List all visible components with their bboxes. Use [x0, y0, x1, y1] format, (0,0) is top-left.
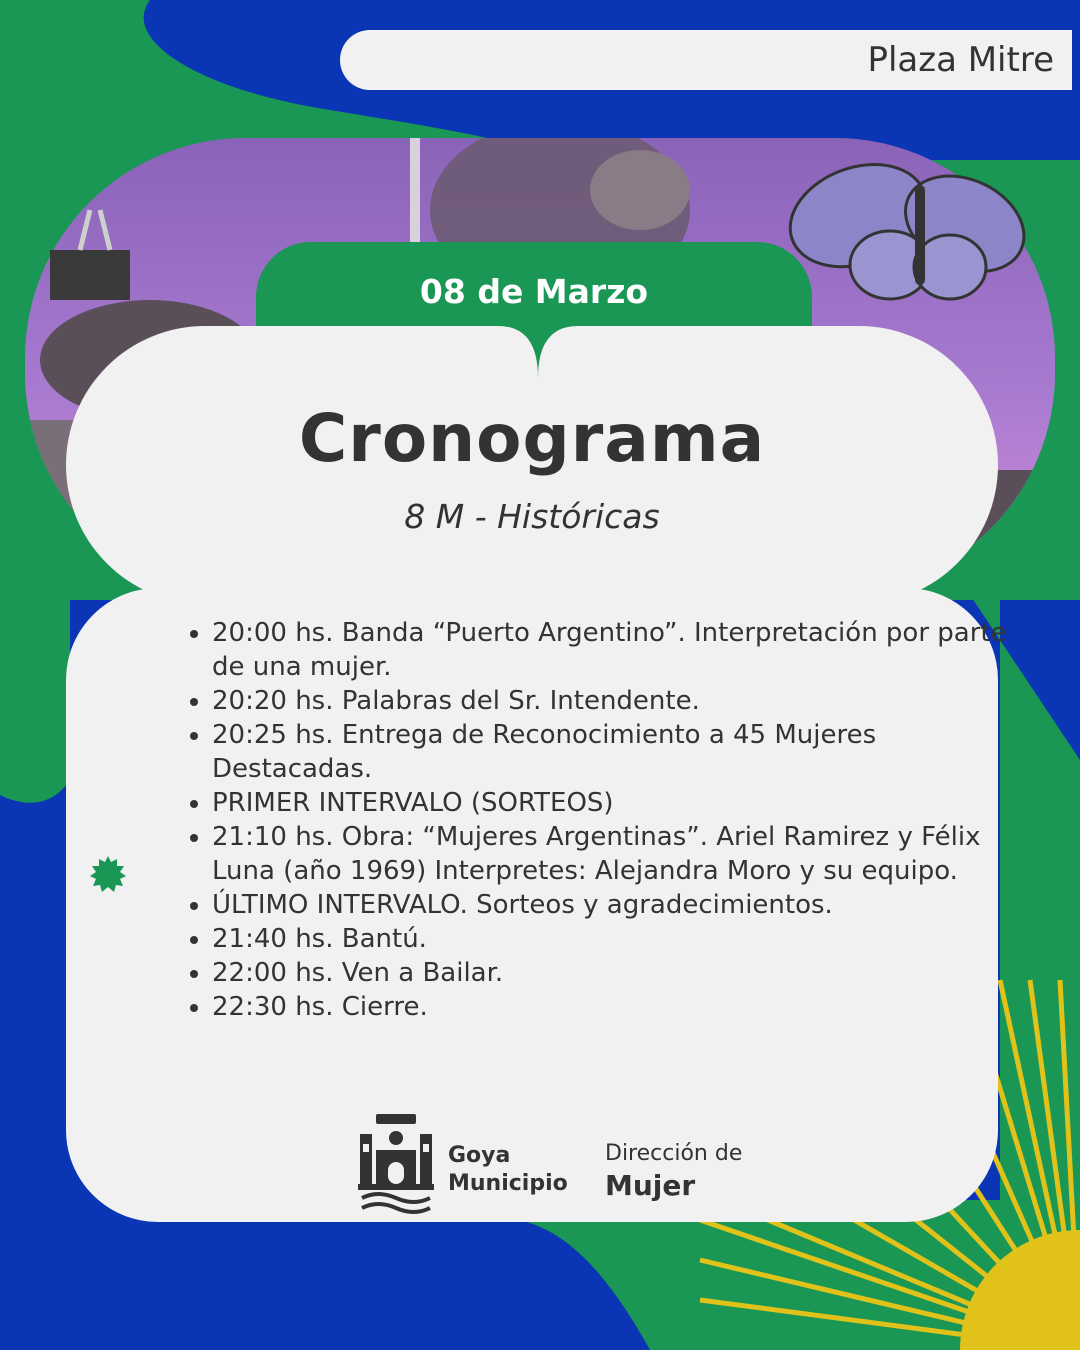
schedule-item: • ÚLTIMO INTERVALO. Sorteos y agradecimientos.	[212, 888, 1012, 922]
green-blob-bottom	[520, 1220, 700, 1350]
schedule-item: • 20:00 hs. Banda “Puerto Argentino”. Interpretación por parte de una mujer.	[212, 616, 1012, 684]
schedule-item: • PRIMER INTERVALO (SORTEOS)	[212, 786, 1012, 820]
location-label: Plaza Mitre	[340, 30, 1072, 90]
badge-icon	[90, 856, 126, 892]
direccion-logo-line1: Dirección de	[605, 1141, 743, 1166]
direccion-mujer-logo	[605, 1140, 742, 1204]
page-subtitle: 8 M - Históricas	[404, 497, 660, 536]
schedule-item: • 21:40 hs. Bantú.	[212, 922, 1012, 956]
card-notch	[498, 316, 578, 378]
schedule-item: • 22:00 hs. Ven a Bailar.	[212, 956, 1012, 990]
schedule-list	[150, 616, 1012, 1024]
page-title: Cronograma	[298, 400, 766, 477]
schedule-item: • 22:30 hs. Cierre.	[212, 990, 1012, 1024]
goya-logo-line1: Goya	[448, 1143, 511, 1168]
goya-crest-icon	[358, 1110, 434, 1220]
green-blob-left	[0, 560, 70, 803]
schedule-item: • 20:20 hs. Palabras del Sr. Intendente.	[212, 684, 1012, 718]
schedule-item: • 21:10 hs. Obra: “Mujeres Argentinas”. Ariel Ramirez y Félix Luna (año 1969) Interpretes: Alejandra Moro y su equipo.	[212, 820, 1012, 888]
goya-logo-line2: Municipio	[448, 1171, 568, 1196]
direccion-logo-line2: Mujer	[605, 1169, 696, 1202]
date-tab: 08 de Marzo	[256, 242, 812, 352]
goya-municipio-logo	[448, 1142, 568, 1198]
schedule-item: • 20:25 hs. Entrega de Reconocimiento a 45 Mujeres Destacadas.	[212, 718, 1012, 786]
